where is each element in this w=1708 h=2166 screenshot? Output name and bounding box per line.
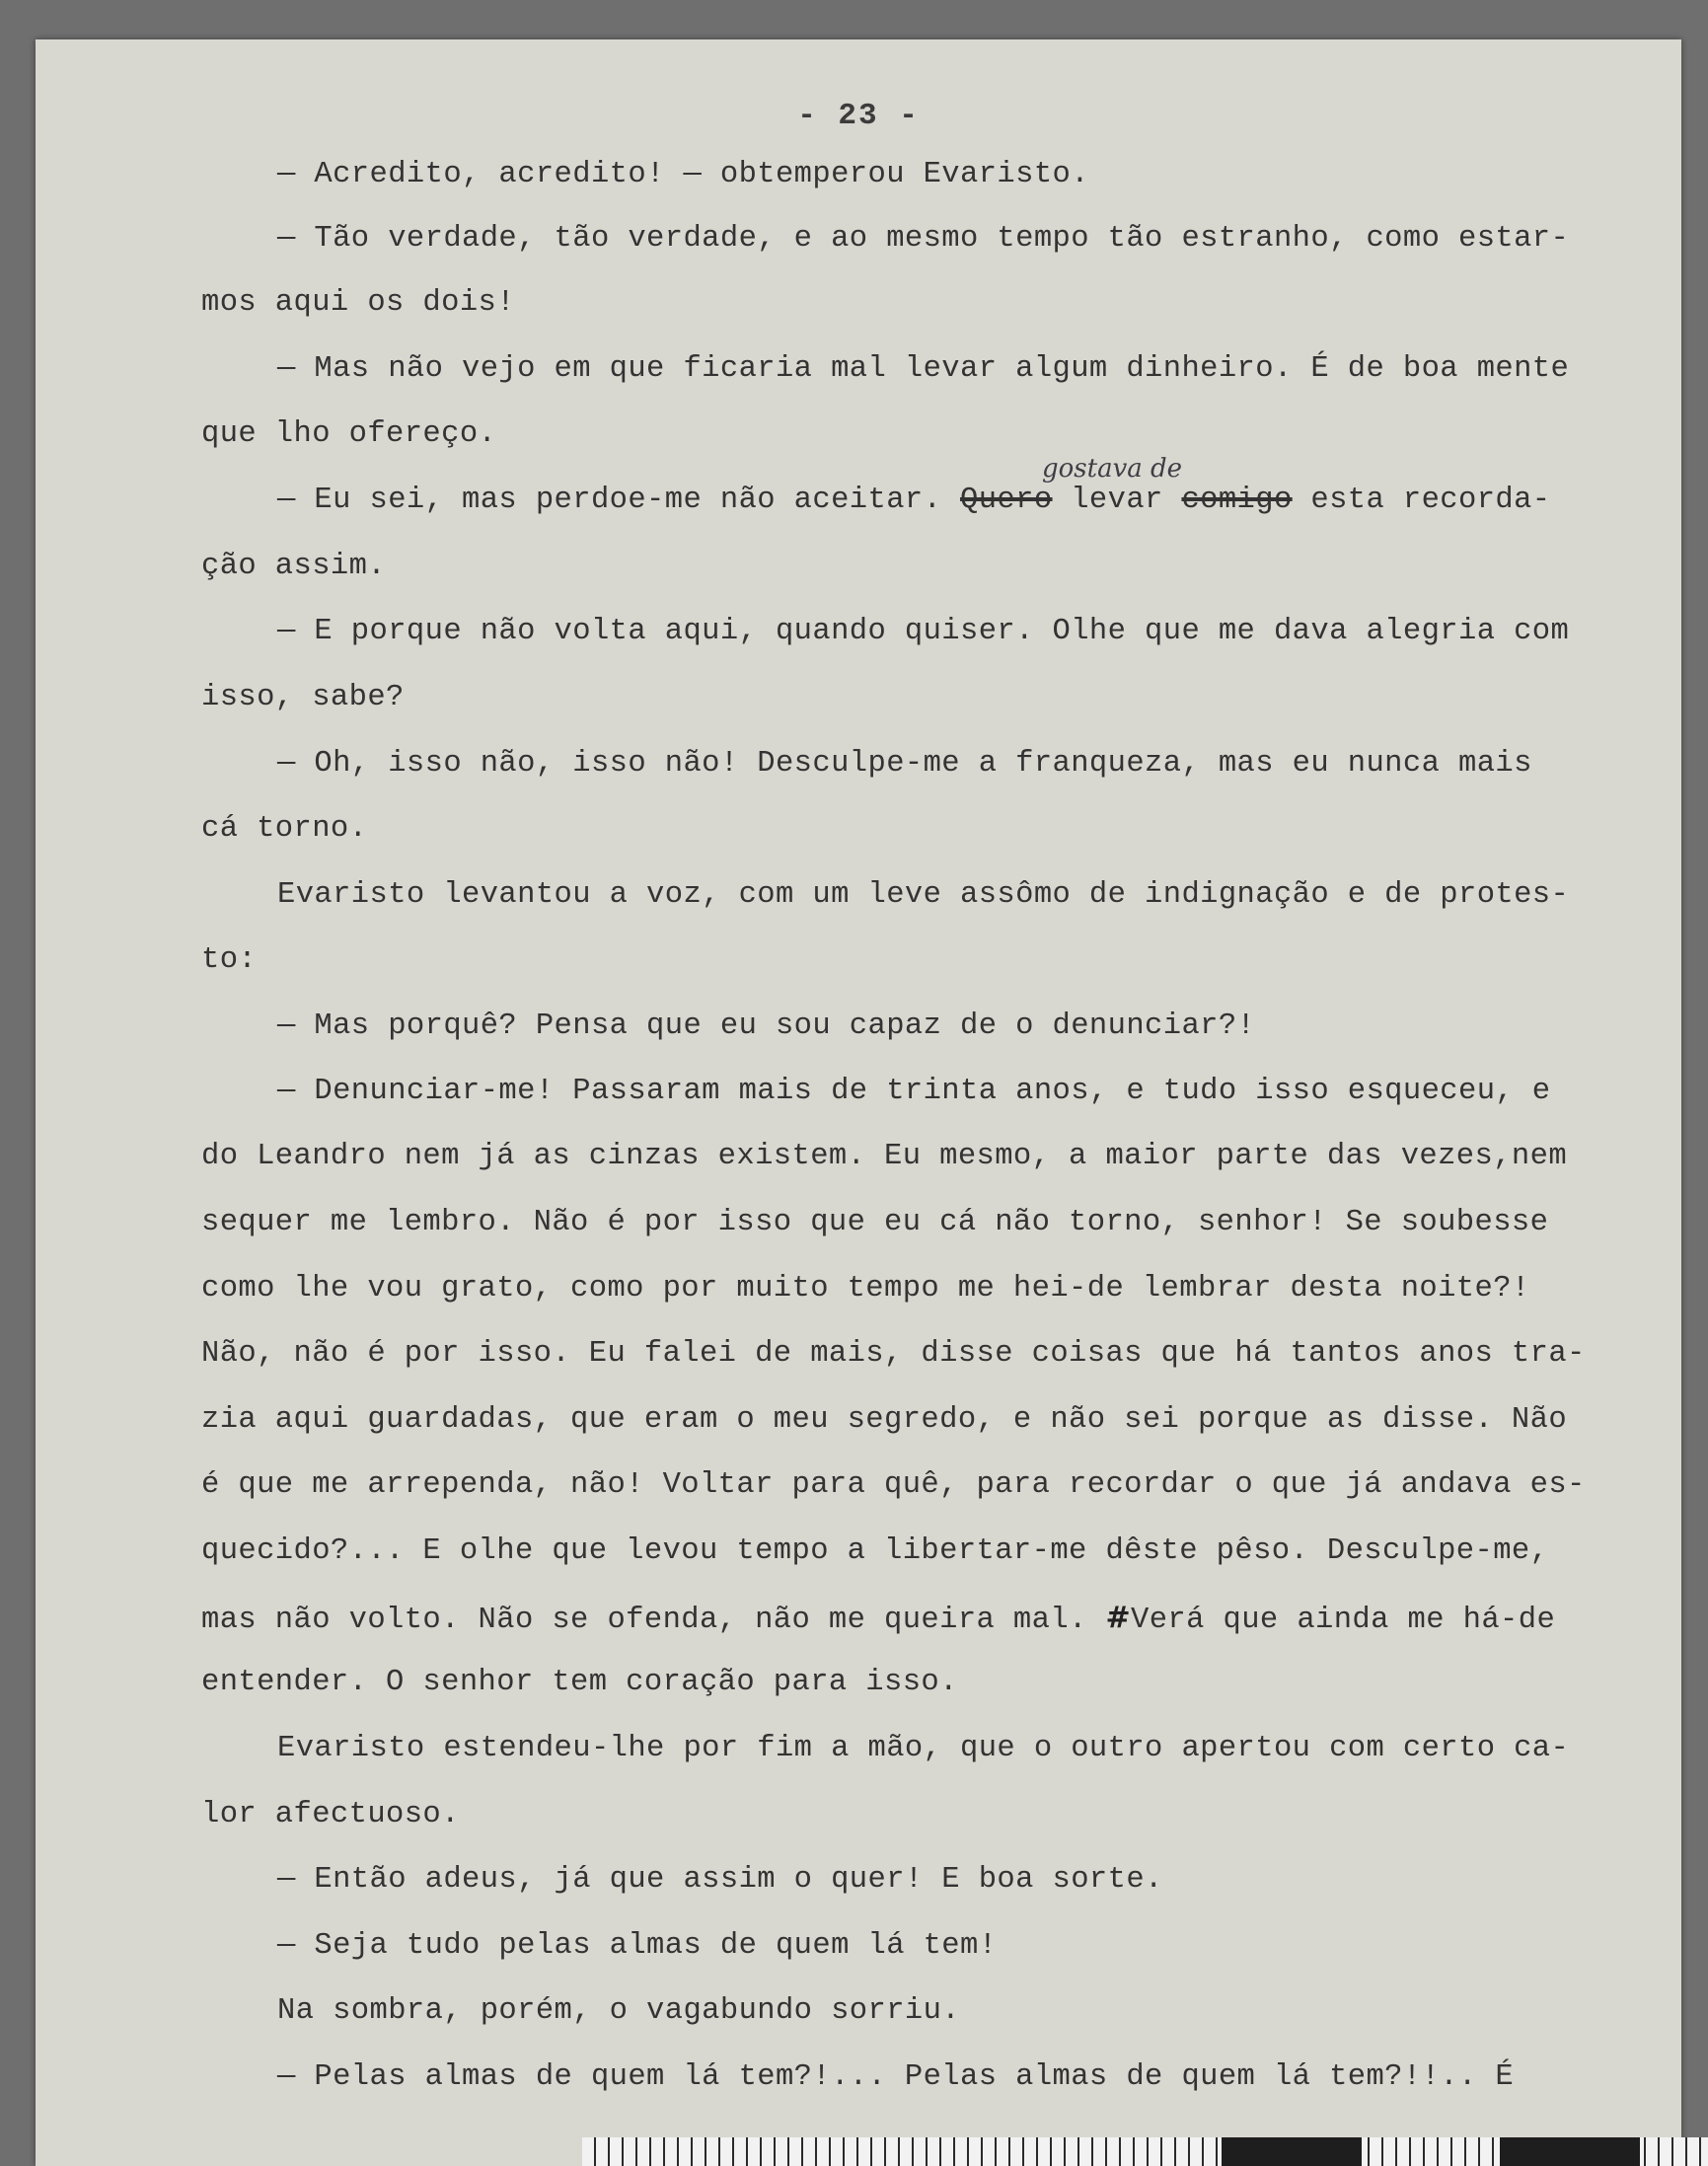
text-line-27: — Então adeus, já que assim o quer! E boa sorte.	[277, 1863, 1163, 1897]
text-line-14: — Mas porquê? Pensa que eu sou capaz de o denunciar?!	[277, 1009, 1256, 1043]
text-line-12: Evaristo levantou a voz, com um leve assômo de indignação e de protes-	[277, 878, 1570, 912]
text-line-2: — Tão verdade, tão verdade, e ao mesmo tempo tão estranho, como estar-	[277, 222, 1570, 256]
ruler-black-segment	[1500, 2137, 1640, 2166]
text-line-24: entender. O senhor tem coração para isso.	[201, 1666, 958, 1699]
text-line-22: quecido?... E olhe que levou tempo a libertar-me dêste pêso. Desculpe-me,	[201, 1534, 1549, 1568]
text-line-15-end: , e tudo isso esqueceu, e	[1088, 1075, 1551, 1108]
text-line-18: como lhe vou grato, como por muito tempo me hei-de lembrar desta noite?!	[201, 1272, 1530, 1306]
handwritten-insertion: gostava de	[1042, 454, 1183, 484]
struck-word-quero: Quero	[960, 484, 1053, 517]
text-line-15-start: — Denunciar-me! Passaram mais de trinta anos	[277, 1075, 1089, 1108]
text-line-23	[201, 1601, 1555, 1637]
text-line-3: mos aqui os dois!	[201, 286, 515, 320]
ruler-black-segment	[1222, 2137, 1362, 2166]
text-line-7: ção assim.	[201, 550, 387, 583]
text-line-9: isso, sabe?	[201, 681, 405, 714]
text-line-1: — Acredito, acredito! — obtemperou Evaristo.	[277, 158, 1089, 191]
text-line-11: cá torno.	[201, 812, 368, 846]
text-line-19: Não, não é por isso. Eu falei de mais, disse coisas que há tantos anos tra-	[201, 1337, 1586, 1371]
text-line-30: — Pelas almas de quem lá tem?!... Pelas almas de quem lá tem?!!.. É	[277, 2060, 1515, 2094]
text-line-4: — Mas não vejo em que ficaria mal levar algum dinheiro. É de boa mente	[277, 352, 1570, 386]
text-line-23-end: Verá que ainda me há-de	[1131, 1604, 1556, 1637]
text-line-25: Evaristo estendeu-lhe por fim a mão, que o outro apertou com certo ca-	[277, 1732, 1570, 1765]
text-line-5: que lho ofereço.	[201, 417, 497, 451]
text-line-15	[277, 1075, 1551, 1108]
struck-word-comigo: comigo	[1181, 484, 1293, 517]
text-line-23-start: mas não volto. Não se ofenda, não me queira mal.	[201, 1604, 1106, 1637]
text-line-20: zia aqui guardadas, que eram o meu segredo, e não sei porque as disse. Não	[201, 1403, 1568, 1437]
text-line-28: — Seja tudo pelas almas de quem lá tem!	[277, 1929, 998, 1963]
text-line-16: do Leandro nem já as cinzas existem. Eu mesmo, a maior parte das vezes,nem	[201, 1140, 1568, 1173]
text-line-10: — Oh, isso não, isso não! Desculpe-me a franqueza, mas eu nunca mais	[277, 747, 1532, 781]
text-line-8: — E porque não volta aqui, quando quiser. Olhe que me dava alegria com	[277, 615, 1570, 648]
text-line-17: sequer me lembro. Não é por isso que eu cá não torno, senhor! Se soubesse	[201, 1206, 1549, 1239]
handwritten-hash-mark: #	[1105, 1601, 1131, 1635]
text-line-6	[277, 484, 1551, 517]
text-line-21: é que me arrependa, não! Voltar para quê, para recordar o que já andava es-	[201, 1468, 1586, 1502]
text-line-29: Na sombra, porém, o vagabundo sorriu.	[277, 1994, 961, 2028]
text-line-6-end: esta recorda-	[1292, 484, 1551, 517]
text-line-6-middle: levar	[1052, 484, 1182, 517]
typewritten-page	[36, 39, 1681, 2166]
text-line-13: to:	[201, 943, 258, 977]
page-number: - 23 -	[797, 99, 920, 133]
scale-ruler	[582, 2137, 1708, 2166]
text-line-26: lor afectuoso.	[201, 1798, 460, 1831]
text-line-6-start: — Eu sei, mas perdoe-me não aceitar.	[277, 484, 961, 517]
